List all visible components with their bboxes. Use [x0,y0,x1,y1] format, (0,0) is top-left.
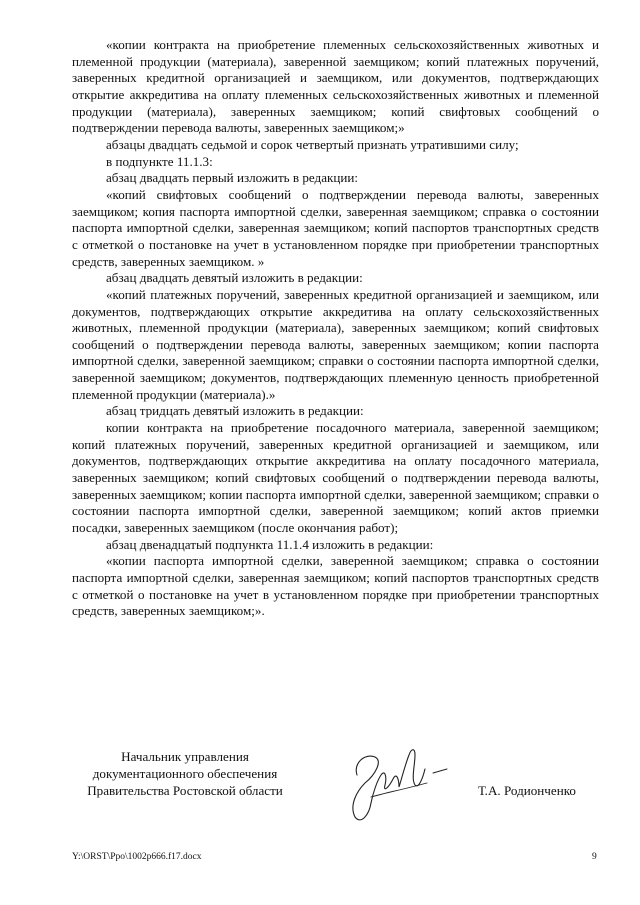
paragraph-6: абзац двадцать девятый изложить в редакции: [106,270,363,286]
signatory-name: Т.А. Родионченко [478,783,576,798]
paragraph-1: «копии контракта на приобретение племенных сельскохозяйственных животных и племенной продукции (материала), заверенной заемщиком; копий платежных поручений, заверенных кредитной организацией и заемщиком, или документов, подтверждающих открытие аккредитива на оплату племенных сельскохозяйственных животных и племенной продукции (материала), заверенных заемщиком; копий свифтовых сообщений о подтверждении перевода валюты, заверенных заемщиком;» [72,37,599,136]
signatory-title-line-3: Правительства Ростовской области [87,783,283,798]
handwritten-signature [335,735,455,830]
signatory-title [60,748,310,799]
paragraph-3: в подпункте 11.1.3: [106,153,213,169]
paragraph-10: абзац двенадцатый подпункта 11.1.4 изложить в редакции: [106,536,434,552]
footer-page-number: 9 [592,852,597,862]
paragraph-7: «копий платежных поручений, заверенных кредитной организацией и заемщиком, или документов, подтверждающих открытие аккредитива на оплату сельскохозяйственных животных, племенной продукции (материала), заверенных заемщиком; копий свифтовых сообщений о подтверждении перевода валюты, заверенных заемщиком; копии паспорта импортной сделки, заверенной заемщиком; справки о состоянии паспорта импортной сделки, заверенной заемщиком; документов, подтверждающих племенную ценность приобретенной племенной продукции (материала).» [72,286,599,402]
paragraph-9: копии контракта на приобретение посадочного материала, заверенной заемщиком; копий платежных поручений, заверенных кредитной организацией и заемщиком, или документов, подтверждающих открытие аккредитива на оплату посадочного материала, заверенных заемщиком; копий свифтовых сообщений о подтверждении перевода валюты, заверенных заемщиком; копии паспорта импортной сделки, заверенной заемщиком; справки о состоянии паспорта импортной сделки, заверенной заемщиком; копий актов приемки посадки, заверенных заемщиком (после окончания работ); [72,420,599,536]
signatory-title-line-1: Начальник управления [121,749,249,764]
signatory-title-line-2: документационного обеспечения [92,766,278,781]
footer-file-path: Y:\ORST\Ppo\1002p666.f17.docx [72,852,202,862]
document-body [72,37,599,620]
paragraph-2: абзацы двадцать седьмой и сорок четвертый признать утратившими силу; [106,136,519,152]
paragraph-4: абзац двадцать первый изложить в редакции: [106,170,359,186]
paragraph-5: «копий свифтовых сообщений о подтверждении перевода валюты, заверенных заемщиком; копия паспорта импортной сделки, заверенная заемщиком; справка о состоянии паспорта импортной сделки, заверенная заемщиком; копий паспортов транспортных средств с отметкой о постановке на учет в установленном порядке при приобретении транспортных средств, заверенных заемщиком. » [72,186,599,269]
paragraph-8: абзац тридцать девятый изложить в редакции: [106,403,364,419]
paragraph-11: «копии паспорта импортной сделки, заверенной заемщиком; справка о состоянии паспорта импортной сделки, заверенная заемщиком; копий паспортов транспортных средств с отметкой о постановке на учет в установленном порядке при приобретении транспортных средств, заверенных заемщиком;». [72,553,599,619]
